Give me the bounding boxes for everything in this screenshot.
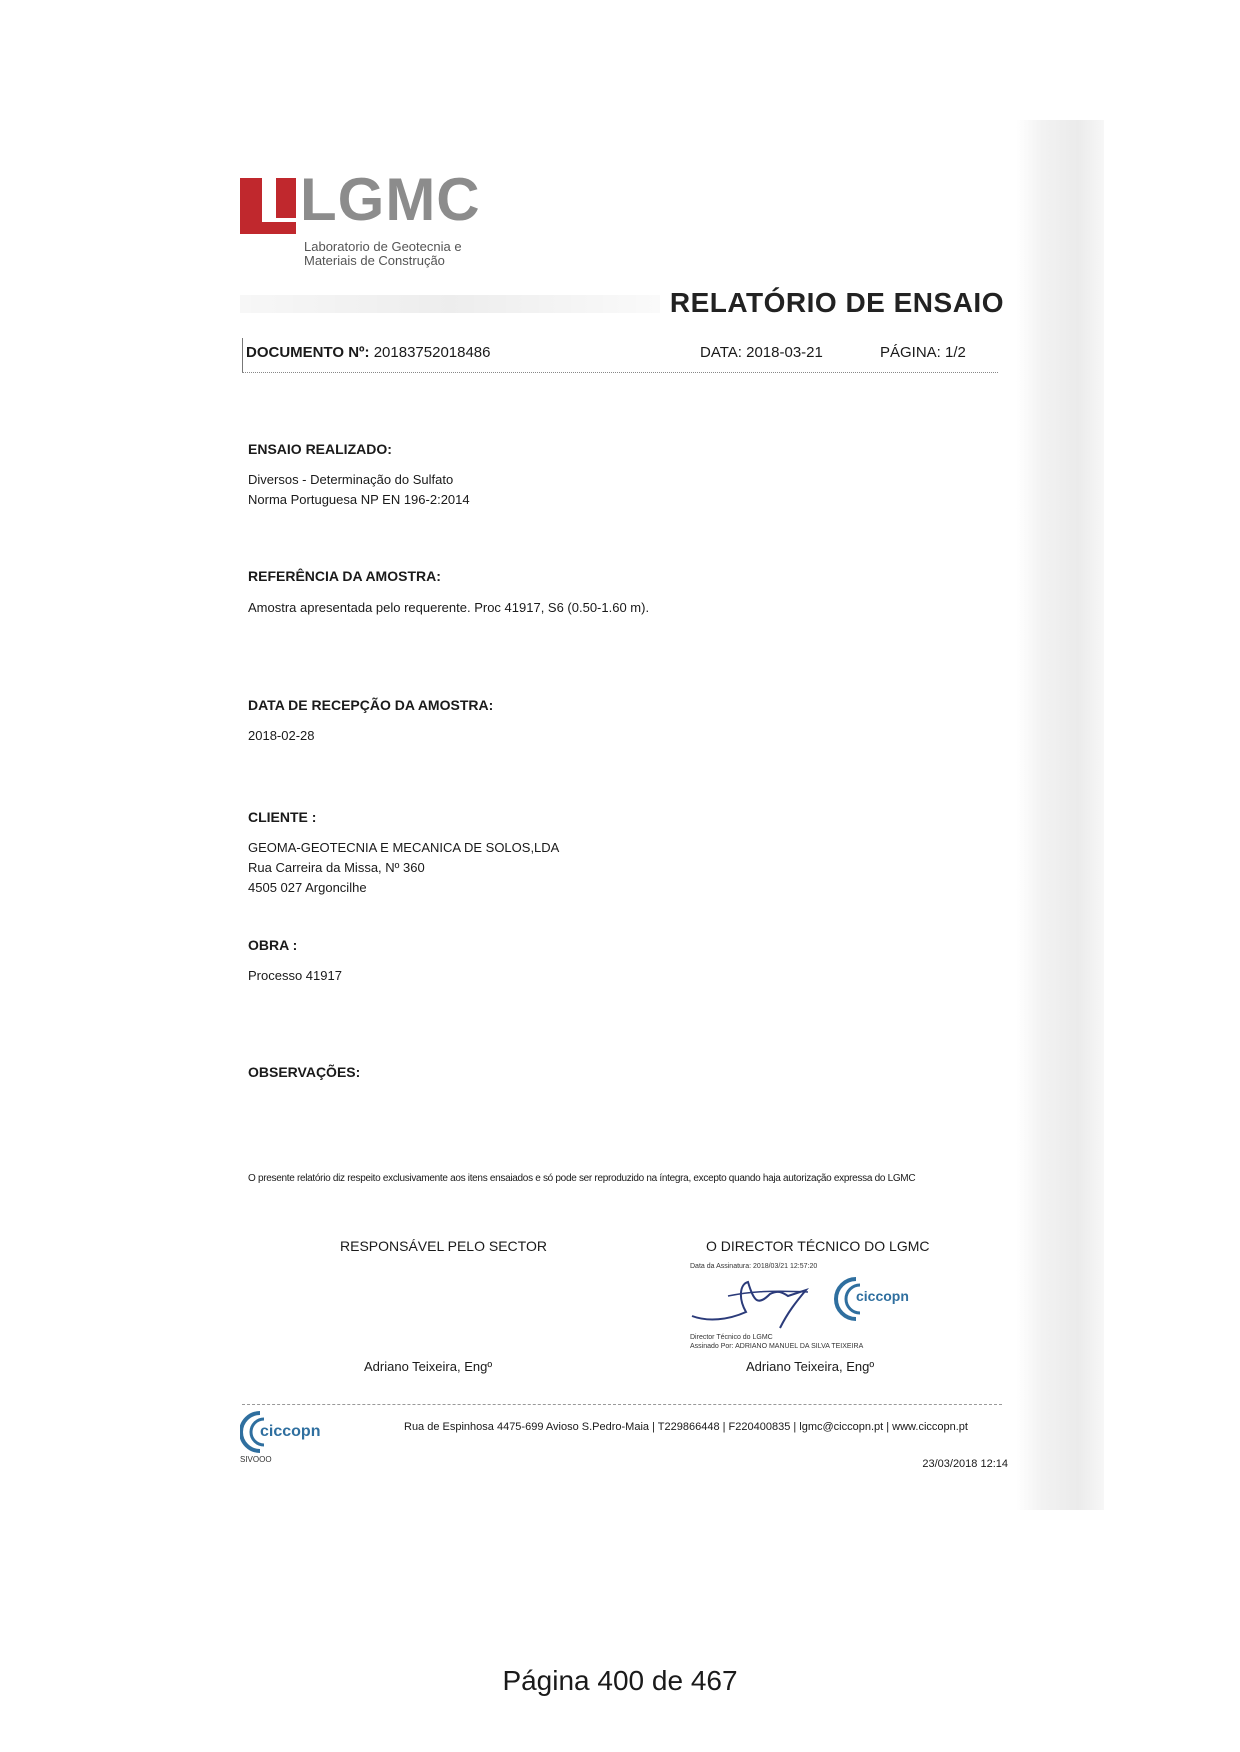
footer-timestamp: 23/03/2018 12:14	[922, 1458, 1008, 1470]
page-value: 1/2	[945, 344, 966, 361]
footer-contact-info: Rua de Espinhosa 4475-699 Avioso S.Pedro-Maia | T229866448 | F220400835 | lgmc@ciccopn.pt | www.ciccopn.pt	[404, 1421, 968, 1433]
header-divider	[242, 372, 998, 373]
section-title-obra: OBRA :	[248, 937, 298, 953]
reproduction-notice: O presente relatório diz respeito exclusivamente aos itens ensaiados e só pode ser reproduzido na íntegra, excepto quando haja autorização expressa do LGMC	[248, 1173, 916, 1184]
header-shade-band	[240, 295, 660, 313]
logo-subtitle	[304, 240, 524, 268]
section-line: GEOMA-GEOTECNIA E MECANICA DE SOLOS,LDA	[248, 840, 560, 855]
section-body-cliente	[248, 838, 559, 898]
section-line: 4505 027 Argoncilhe	[248, 880, 367, 895]
footer-brand-name: ciccopn	[260, 1423, 321, 1440]
right-signature-name: Adriano Teixeira, Engº	[746, 1359, 875, 1374]
handwritten-signature-icon	[688, 1272, 818, 1334]
section-title-referencia: REFERÊNCIA DA AMOSTRA:	[248, 568, 441, 584]
section-body-ensaio	[248, 470, 470, 510]
document-number: 20183752018486	[373, 344, 491, 361]
footer-brand	[240, 1409, 330, 1464]
stamp-text: ciccopn	[856, 1288, 909, 1304]
footer-divider	[242, 1404, 1002, 1405]
section-body-referencia	[248, 598, 649, 618]
section-title-cliente: CLIENTE :	[248, 809, 317, 825]
left-signature-name: Adriano Teixeira, Engº	[364, 1359, 493, 1374]
section-line: Diversos - Determinação do Sulfato	[248, 472, 454, 487]
document-number-row	[246, 344, 491, 361]
digital-signature-date: Data da Assinatura: 2018/03/21 12:57:20	[690, 1263, 818, 1270]
section-title-recepcao: DATA DE RECEPÇÃO DA AMOSTRA:	[248, 697, 494, 713]
right-signature-title: O DIRECTOR TÉCNICO DO LGMC	[706, 1238, 930, 1254]
section-body-obra	[248, 966, 342, 986]
section-body-recepcao	[248, 726, 315, 746]
footer-brand-sub: SIVOOO	[240, 1455, 272, 1464]
section-line: 2018-02-28	[248, 728, 315, 743]
page-label: PÁGINA:	[880, 344, 941, 361]
section-line: Amostra apresentada pelo requerente. Proc 41917, S6 (0.50-1.60 m).	[248, 600, 650, 615]
date-row	[700, 344, 823, 361]
logo-wordmark: LGMC	[300, 166, 481, 233]
left-signature-title: RESPONSÁVEL PELO SECTOR	[340, 1238, 547, 1254]
report-title: RELATÓRIO DE ENSAIO	[669, 287, 1004, 318]
section-title-observacoes: OBSERVAÇÕES:	[248, 1064, 361, 1080]
section-line: Norma Portuguesa NP EN 196-2:2014	[248, 492, 470, 507]
page-number: Página 400 de 467	[502, 1665, 738, 1696]
section-line: Rua Carreira da Missa, Nº 360	[248, 860, 425, 875]
digital-signature-role: Director Técnico do LGMC	[690, 1334, 773, 1341]
scan-shadow-strip	[1016, 120, 1104, 1510]
logo-subtitle-line: Materiais de Construção	[304, 253, 445, 268]
page-row	[880, 344, 966, 361]
header-left-rule	[242, 338, 243, 372]
date-value: 2018-03-21	[746, 344, 823, 361]
date-label: DATA:	[700, 344, 742, 361]
logo-subtitle-line: Laboratorio de Geotecnia e	[304, 239, 462, 254]
section-title-ensaio: ENSAIO REALIZADO:	[248, 441, 392, 457]
document-label: DOCUMENTO Nº:	[246, 344, 370, 361]
section-line: Processo 41917	[248, 968, 342, 983]
lgmc-logo-icon	[240, 178, 296, 234]
digital-signature-signer: Assinado Por: ADRIANO MANUEL DA SILVA TEIXEIRA	[690, 1343, 864, 1350]
